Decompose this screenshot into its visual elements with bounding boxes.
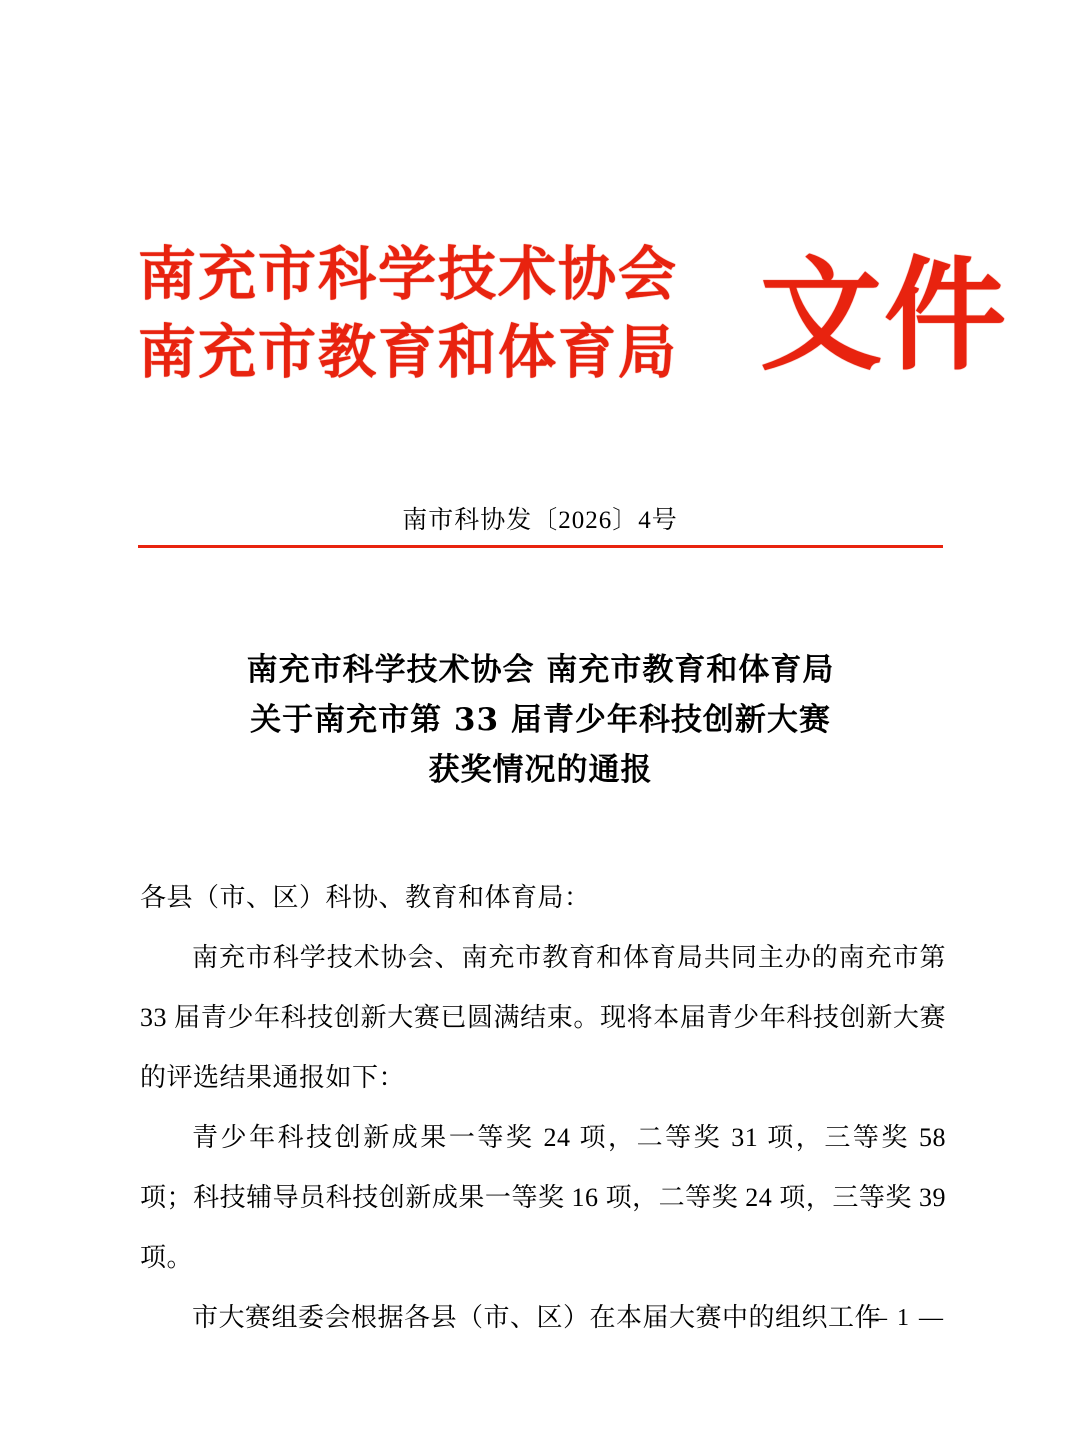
salutation: 各县（市、区）科协、教育和体育局： [140,883,591,912]
title-line-3: 获奖情况的通报 [428,752,653,788]
masthead-line-1: 南充市科学技术协会 [138,240,679,308]
body-paragraph-1: 南充市科学技术协会、南充市教育和体育局共同主办的南充市第 33 届青少年科技创新大赛已圆满结束。现将本届青少年科技创新大赛的评选结果通报如下： [140,943,946,1092]
masthead [0,215,1080,430]
document-body [140,868,946,1348]
masthead-organization [138,235,778,391]
masthead-document-word: 文件 [760,243,1008,387]
title-line-2: 关于南充市第 33 届青少年科技创新大赛 [250,702,831,738]
body-paragraph-2: 青少年科技创新成果一等奖 24 项，二等奖 31 项，三等奖 58 项；科技辅导员科技创新成果一等奖 16 项，二等奖 24 项，三等奖 39 项。 [140,1123,946,1272]
red-divider-rule [138,545,943,548]
title-line-1: 南充市科学技术协会 南充市教育和体育局 [246,652,835,688]
document-number: 南市科协发〔2026〕4号 [402,507,678,534]
body-paragraph-3: 市大赛组委会根据各县（市、区）在本届大赛中的组织工作 [192,1303,882,1332]
masthead-line-2: 南充市教育和体育局 [138,318,679,386]
page-number: — 1 — [863,1305,945,1331]
document-title [138,645,943,795]
